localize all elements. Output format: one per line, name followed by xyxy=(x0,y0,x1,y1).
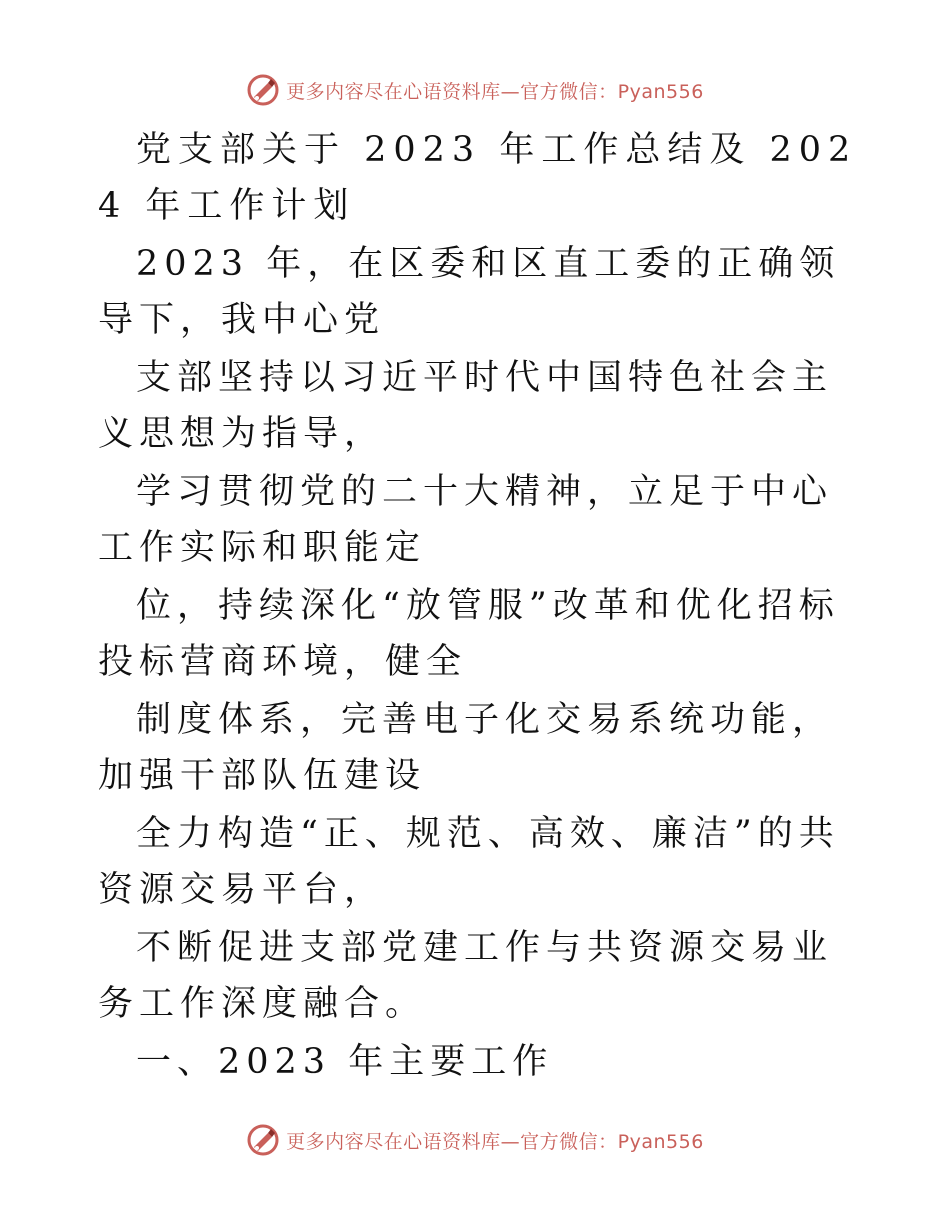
watermark-tail: 官方微信：Pyan556 xyxy=(520,1130,704,1153)
document-title: 党支部关于 2023 年工作总结及 2024 年工作计划 xyxy=(98,130,858,226)
paragraph: 支部坚持以习近平时代中国特色社会主义思想为指导， xyxy=(98,358,834,454)
section-heading: 一、2023 年主要工作 xyxy=(136,1042,554,1082)
paragraph: 2023 年，在区委和区直工委的正确领导下，我中心党 xyxy=(98,244,841,340)
watermark-text xyxy=(286,1127,704,1154)
watermark-tail: 官方微信：Pyan556 xyxy=(520,80,704,103)
watermark-lead: 更多内容尽在心语资料库 xyxy=(286,1130,501,1153)
document-body xyxy=(98,122,858,1092)
watermark-text xyxy=(286,77,704,104)
paragraph: 学习贯彻党的二十大精神，立足于中心工作实际和职能定 xyxy=(98,472,834,568)
watermark-lead: 更多内容尽在心语资料库 xyxy=(286,80,501,103)
paragraph: 全力构造“正、规范、高效、廉洁”的共资源交易平台， xyxy=(98,814,840,910)
watermark-dash: — xyxy=(500,80,521,103)
watermark-banner-bottom xyxy=(0,1120,950,1160)
pen-seal-icon xyxy=(246,73,280,107)
paragraph: 不断促进支部党建工作与共资源交易业务工作深度融合。 xyxy=(98,928,834,1024)
pen-seal-icon xyxy=(246,1123,280,1157)
watermark-banner-top xyxy=(0,70,950,110)
paragraph: 制度体系，完善电子化交易系统功能，加强干部队伍建设 xyxy=(98,700,834,796)
paragraph: 位，持续深化“放管服”改革和优化招标投标营商环境，健全 xyxy=(98,586,840,682)
watermark-dash: — xyxy=(500,1130,521,1153)
